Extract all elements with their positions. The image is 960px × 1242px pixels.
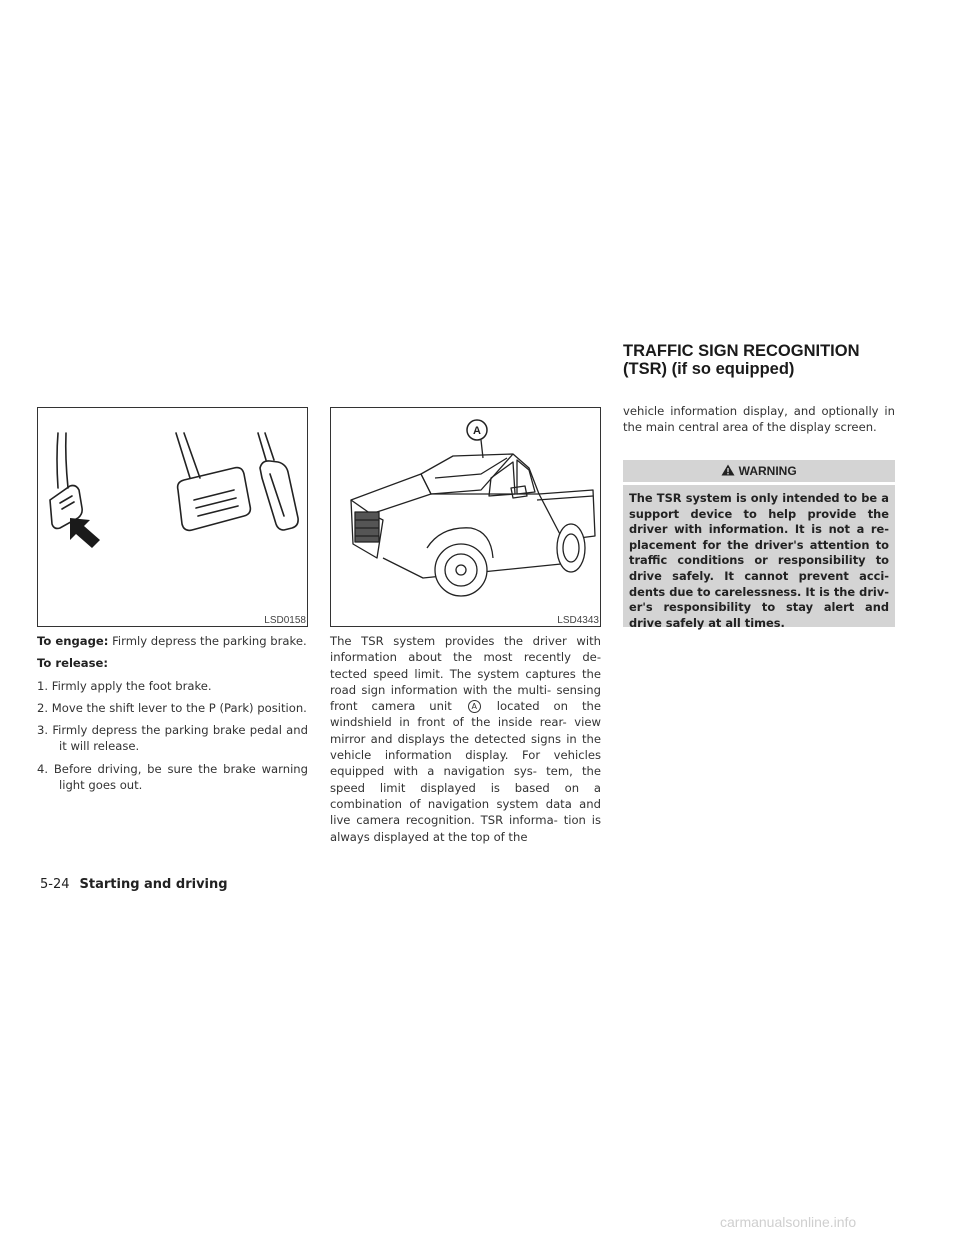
page-number: 5-24 xyxy=(40,877,70,892)
callout-a-marker: A xyxy=(468,700,481,713)
figure-label: LSD4343 xyxy=(557,615,599,626)
step-item: 2. Move the shift lever to the P (Park) position. xyxy=(37,700,307,715)
right-column xyxy=(623,403,895,436)
step-item: 3. Firmly depress the parking brake pedal and it will release. xyxy=(37,723,308,754)
parking-brake-illustration xyxy=(38,408,307,616)
callout-a: A xyxy=(473,425,481,437)
step-item: 1. Firmly apply the foot brake. xyxy=(37,678,212,693)
pointer-arrow xyxy=(70,518,100,548)
warning-icon xyxy=(721,464,735,476)
middle-column xyxy=(330,633,601,845)
section-title: TRAFFIC SIGN RECOGNITION (TSR) (if so equipped) xyxy=(623,342,860,378)
left-column xyxy=(37,633,308,793)
engage-label: To engage: xyxy=(37,634,109,648)
warning-header xyxy=(623,460,895,482)
figure-parking-brake xyxy=(37,407,308,627)
release-label: To release: xyxy=(37,656,109,671)
chapter-name: Starting and driving xyxy=(79,877,228,892)
tsr-description-continued: vehicle information display, and optionally in the main central area of the display screen. xyxy=(623,404,895,435)
truck-illustration xyxy=(331,408,600,616)
tsr-text-part2: located on the windshield in front of the inside rear- view mirror and displays the detected signs in the vehicle information display. For vehicles equipped with a navigation sys- tem, the speed limit displayed is based on a combination of navigation system data and live camera recognition. TSR informa- tion is always displayed at the top of the xyxy=(330,699,602,844)
step-item: 4. Before driving, be sure the brake warning light goes out. xyxy=(37,761,308,793)
figure-truck xyxy=(330,407,601,627)
watermark: carmanualsonline.info xyxy=(720,1214,857,1230)
warning-title: WARNING xyxy=(738,464,797,478)
engage-text: Firmly depress the parking brake. xyxy=(112,634,307,648)
tsr-description xyxy=(330,633,601,845)
page-footer xyxy=(40,877,228,892)
warning-body: The TSR system is only intended to be a support device to help provide the driver with information. It is not a re- placement for the driver's attention to traffic conditions or responsibility to drive safely. It cannot prevent acci- dents due to carelessness. It is the driv- er's responsibility to stay alert and drive safely at all times. xyxy=(623,485,895,627)
figure-label: LSD0158 xyxy=(264,615,306,626)
engage-paragraph xyxy=(37,633,308,649)
tsr-text-part1: The TSR system provides the driver with information about the most recently de- tected speed limit. The system captures the road sign information with the multi- sensing front camera unit xyxy=(330,634,601,714)
